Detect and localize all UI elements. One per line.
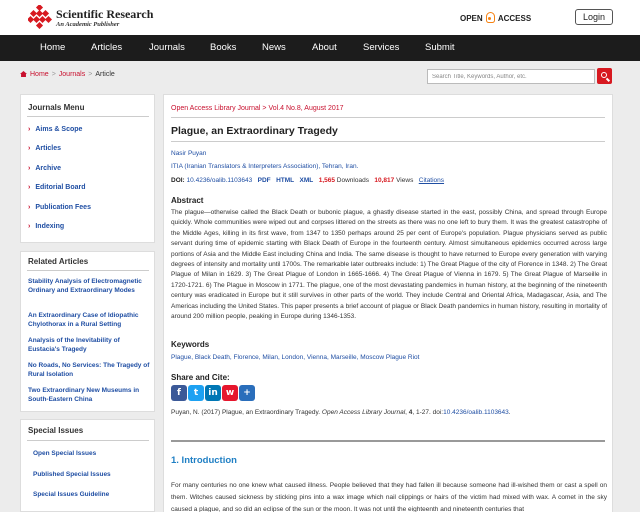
special-issues-title: Special Issues [28,426,84,435]
open-access-right: ACCESS [497,14,532,23]
chevron-right-icon: › [28,204,31,211]
views-label: Views [396,177,414,184]
introduction-text: For many centuries no one knew what caused illness. People believed that they had fallen ill because someone had ill-wished them or cast a spell on them. Witches caused sickness by sticking pins into a wax image which nail clippings or hairs of the victim had mixed with wax. A comet in the sky caused a plague, and so did an eclipse of the sun or the moon. It was not until the eighteenth and nineteenth centuries that [171,482,607,512]
views-count: 10,817 [374,177,395,184]
author-link[interactable]: Nasir Puyan [171,150,207,157]
abstract-text: The plague—otherwise called the Black Death or bubonic plague, a ghastly disease started in the east, possibly China, and spread through Europe quickly. Whole communities were wiped out and corpses littered on the streets as there was no one left to bury them. It was the greatest catastrophe of the Middle Ages, killing in its first wave, from 1347 to 1350 perhaps around 25 per cent of Europe's population. Plague physicians served as public servant during time of epidemic starting with Black Death of Europe in the fourteenth century. Almost simultaneous epidemics occurred across large portions of Asia and the Middle East including China and India. The same disease is thought to have returned to Europe every generation with varying degrees of intensity and mortality until 1700s. The remarkable later outbreaks include: 1) The Great Plague of the city of Florence in 1348. 2) The Great Plague of Milan in 1629. 3) The Great Plague of London in 1665-1666. 4) The Great Plague of Vienna in 1679. 5) The Great Plague of Marseille in 1720-1721. 6) The Plague in Moscow in 1771. The plague, one of the most devastating pandemics in human history, at the beginning of the nineteenth century was eradicated in Europe but it still survives in other parts of the world. They include Central and Oriental Africa, Madagascar, Asia, and The Americas including the United States. This paper presents a brief account of plague or Black Death pandemics in human history, resulting in mortality of around 200 million people, peaking in Europe during 1346-1353. [171,209,607,321]
login-button[interactable]: Login [575,9,613,25]
menu-item-publication-fees[interactable] [28,204,91,211]
search-button[interactable] [597,68,612,84]
related-article-link[interactable]: Stability Analysis of Electromagnetic Ordinary and Extraordinary Modes [28,278,142,294]
menu-item-label: Archive [35,165,62,172]
linkedin-icon[interactable]: in [205,385,221,401]
home-icon [20,71,27,77]
keywords-heading: Keywords [171,340,210,349]
divider [171,141,605,142]
menu-item-indexing[interactable] [28,223,64,230]
brand-subtitle: An Academic Publisher [56,21,120,28]
citation-volume: 4 [408,409,413,416]
downloads-label: Downloads [336,177,369,184]
nav-articles[interactable]: Articles [91,42,123,53]
menu-item-aims-scope[interactable] [28,126,82,133]
citation-doi-link[interactable]: 10.4236/oalib.1103643 [443,409,509,416]
breadcrumb-separator: > [51,71,56,78]
open-access-logo [460,12,531,23]
site-header [0,0,640,35]
open-lock-icon [486,12,495,23]
doi-label: DOI: [171,177,185,184]
keywords-links[interactable]: Plague, Black Death, Florence, Milan, London, Vienna, Marseille, Moscow Plague Riot [171,354,420,361]
nav-services[interactable]: Services [363,42,400,53]
search-icon [601,72,607,78]
html-link[interactable]: HTML [276,177,295,184]
related-article-link[interactable]: Analysis of the Inevitability of Eustacia's Tragedy [28,337,120,353]
journal-issue-link[interactable]: Open Access Library Journal > Vol.4 No.8, August 2017 [171,105,344,112]
introduction-heading: 1. Introduction [171,455,237,466]
nav-journals[interactable]: Journals [149,42,185,53]
special-issue-link[interactable]: Special Issues Guideline [33,491,110,498]
share-buttons [171,385,256,403]
open-access-left: OPEN [460,14,483,23]
menu-item-label: Editorial Board [35,184,86,191]
citation-journal: Open Access Library Journal [321,409,406,416]
citation-line: Puyan, N. (2017) Plague, an Extraordinary Tragedy. Open Access Library Journal, 4, 1-27. doi:10.4236/oalib.1103643. [171,409,511,416]
abstract-heading: Abstract [171,196,204,205]
nav-submit[interactable]: Submit [425,42,455,53]
facebook-icon[interactable]: f [171,385,187,401]
pdf-link[interactable]: PDF [257,177,271,184]
xml-link[interactable]: XML [299,177,314,184]
menu-item-label: Indexing [35,223,65,230]
citations-link[interactable]: Citations [418,177,445,184]
nav-news[interactable]: News [262,42,286,53]
special-issues-panel [20,419,155,512]
nav-home[interactable]: Home [40,42,66,53]
main-nav [0,35,640,61]
chevron-right-icon: › [28,126,31,133]
article-panel [163,94,613,512]
related-articles-title: Related Articles [28,257,89,266]
related-article-link[interactable]: Two Extraordinary New Museums in South-Eastern China [28,387,140,403]
related-article-link[interactable]: An Extraordinary Case of Idiopathic Chylothorax in a Rural Setting [28,312,139,328]
share-plus-icon[interactable]: + [239,385,255,401]
menu-item-editorial-board[interactable] [28,184,86,191]
menu-item-label: Articles [35,145,62,152]
divider [27,270,149,271]
brand-title[interactable]: Scientific Research [56,7,154,21]
search-input[interactable] [427,69,595,84]
affiliation-link[interactable]: ITIA (Iranian Translators & Interpreters Association), Tehran, Iran. [171,163,359,170]
chevron-right-icon: › [28,165,31,172]
weibo-icon[interactable]: w [222,385,238,401]
article-meta-line [171,177,444,184]
related-articles-panel [20,251,155,412]
divider [27,440,149,441]
special-issue-link[interactable]: Published Special Issues [33,471,111,478]
special-issue-link[interactable]: Open Special Issues [33,450,97,457]
breadcrumb-journals[interactable]: Journals [58,71,86,78]
nav-about[interactable]: About [312,42,337,53]
breadcrumb [20,71,115,78]
related-article-link[interactable]: No Roads, No Services: The Tragedy of Rural Isolation [28,362,150,378]
journals-menu-panel [20,94,155,243]
scirp-logo-icon[interactable] [28,5,52,29]
menu-item-archive[interactable] [28,165,61,172]
divider [171,117,605,118]
chevron-right-icon: › [28,223,31,230]
section-divider [171,440,605,442]
downloads-count: 1,565 [318,177,335,184]
citation-pages: , 1-27. doi: [412,409,444,416]
share-heading: Share and Cite: [171,373,230,382]
chevron-right-icon: › [28,145,31,152]
breadcrumb-separator: > [88,71,93,78]
menu-item-articles[interactable] [28,145,61,152]
journals-menu-title: Journals Menu [28,103,85,112]
breadcrumb-home[interactable]: Home [30,71,49,78]
nav-books[interactable]: Books [210,42,237,53]
citation-prefix: Puyan, N. (2017) Plague, an Extraordinary Tragedy. [171,409,321,416]
breadcrumb-current: Article [95,71,115,78]
menu-item-label: Publication Fees [35,204,91,211]
divider [27,116,149,117]
menu-item-label: Aims & Scope [35,126,83,133]
chevron-right-icon: › [28,184,31,191]
twitter-icon[interactable]: t [188,385,204,401]
doi-link[interactable]: 10.4236/oalib.1103643 [186,177,253,184]
article-title: Plague, an Extraordinary Tragedy [171,125,338,137]
